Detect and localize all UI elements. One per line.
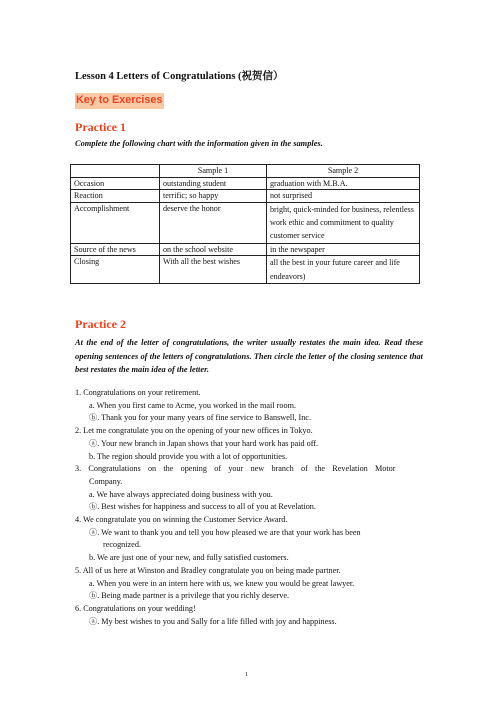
list-item [75, 565, 427, 603]
question-list [75, 387, 427, 628]
comparison-table [70, 164, 420, 284]
answer-option: ⓐ. Your new branch in Japan shows that your hard work has paid off. [89, 438, 319, 448]
question-text: 2. Let me congratulate you on the opening of your new offices in Tokyo. [75, 426, 313, 436]
table-cell: graduation with M.B.A. [267, 177, 420, 190]
table-row [71, 202, 420, 243]
key-to-exercises-label: Key to Exercises [75, 93, 164, 109]
question-text: 3. Congratulations on the opening of your new branch of the Revelation Motor [75, 464, 396, 474]
answer-option: ⓑ. Best wishes for happiness and success to all of you at Revelation. [89, 502, 316, 512]
table-cell: Accomplishment [71, 202, 160, 243]
answer-option: b. The region should provide you with a lot of opportunities. [89, 451, 288, 461]
practice-2-instruction: At the end of the letter of congratulations, the writer usually restates the main idea. Read these opening sentences of the letters of congratulations. Then circle the letter of the closing sentence that best restates the main idea of the letter. [75, 338, 423, 374]
practice-1-heading: Practice 1 [75, 120, 126, 134]
table-header-row [71, 165, 420, 178]
practice-2-heading: Practice 2 [75, 317, 126, 331]
table-header-cell: Sample 1 [160, 165, 267, 178]
question-text-continued: Company. [89, 476, 123, 486]
list-item [75, 463, 427, 514]
question-text: 1. Congratulations on your retirement. [75, 388, 201, 397]
table-cell: on the school website [160, 243, 267, 256]
list-item [75, 387, 427, 425]
answer-option: a. We have always appreciated doing business with you. [89, 489, 273, 499]
answer-option-continued: recognized. [103, 540, 141, 550]
table-cell: terrific; so happy [160, 190, 267, 203]
table-cell: With all the best wishes [160, 256, 267, 284]
table-cell: Reaction [71, 190, 160, 203]
table-cell: Closing [71, 256, 160, 284]
table-cell: deserve the honor [160, 202, 267, 243]
table-row [71, 190, 420, 203]
lesson-title: Lesson 4 Letters of Congratulations (祝贺信） [75, 71, 284, 82]
table-row [71, 243, 420, 256]
answer-option: ⓑ. Thank you for your many years of fine service to Banswell, Inc. [89, 413, 311, 423]
table-cell: Occasion [71, 177, 160, 190]
list-item [75, 425, 427, 463]
list-item [75, 603, 427, 628]
table-row [71, 177, 420, 190]
question-text: 6. Congratulations on your wedding! [75, 603, 196, 613]
answer-option: ⓐ. My best wishes to you and Sally for a life filled with joy and happiness. [89, 616, 337, 626]
table-cell: Source of the news [71, 243, 160, 256]
answer-option: b. We are just one of your new, and fully satisfied customers. [89, 553, 289, 563]
practice-1-instruction: Complete the following chart with the information given in the samples. [75, 139, 323, 148]
table-cell: all the best in your future career and life endeavors) [267, 256, 420, 284]
answer-option: ⓑ. Being made partner is a privilege that you richly deserve. [89, 591, 290, 601]
table-cell: bright, quick-minded for business, relentless work ethic and commitment to quality customer service [267, 202, 420, 243]
table-cell: not surprised [267, 190, 420, 203]
answer-option: a. When you first came to Acme, you worked in the mail room. [89, 400, 296, 410]
question-text: 4. We congratulate you on winning the Customer Service Award. [75, 515, 288, 525]
list-item [75, 514, 427, 565]
answer-option: ⓐ. We want to thank you and tell you how pleased we are that your work has been [89, 527, 361, 537]
answer-option: a. When you were in an intern here with us, we knew you would be great lawyer. [89, 578, 355, 588]
table-header-cell [71, 165, 160, 178]
question-text: 5. All of us here at Winston and Bradley congratulate you on being made partner. [75, 565, 341, 575]
table-cell: outstanding student [160, 177, 267, 190]
table-header-cell: Sample 2 [267, 165, 420, 178]
table-row [71, 256, 420, 284]
table-cell: in the newspaper [267, 243, 420, 256]
page-number: 1 [245, 672, 248, 678]
